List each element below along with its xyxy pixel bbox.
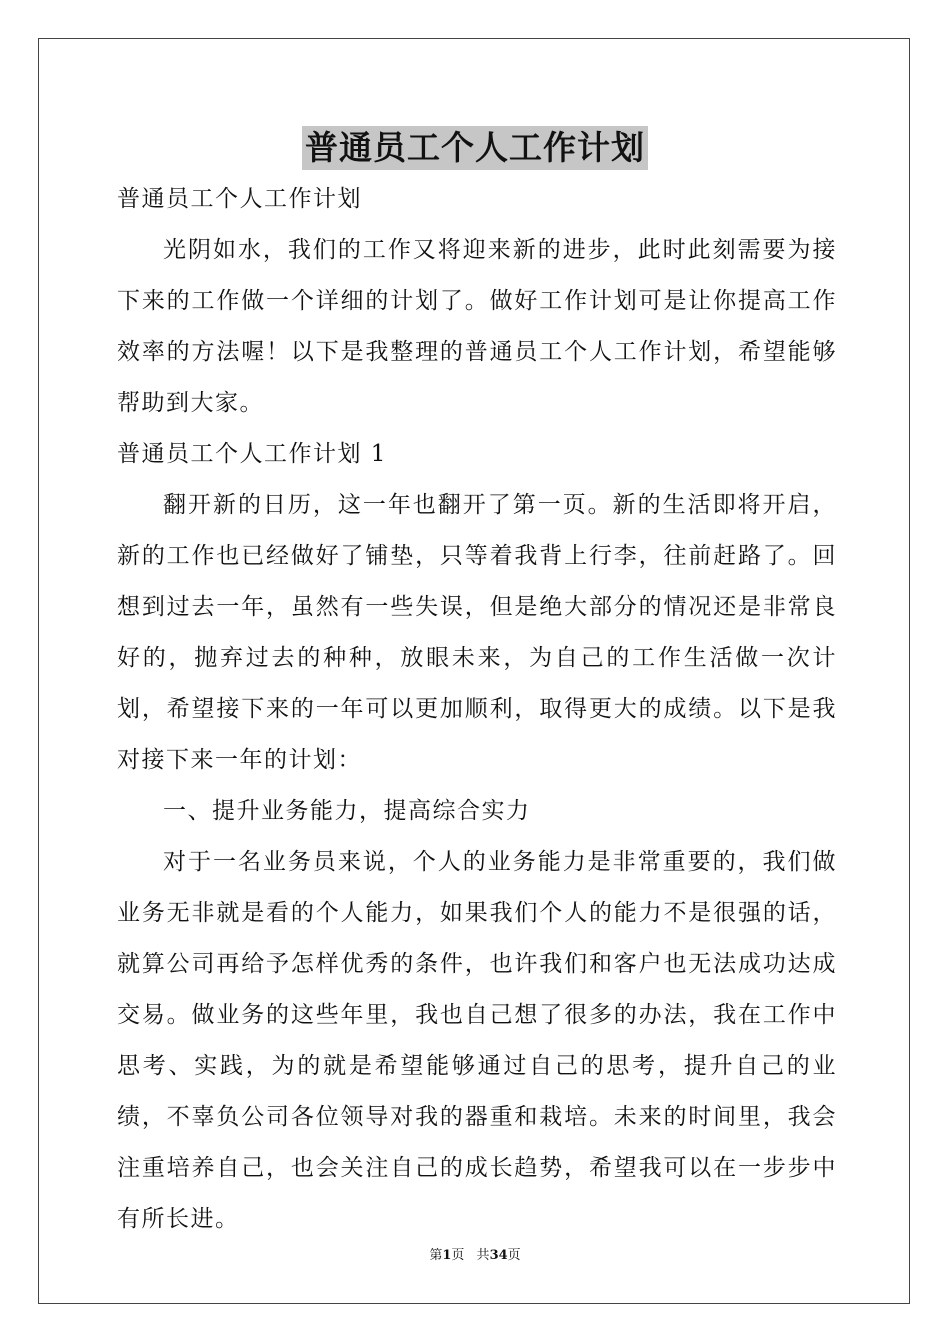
total-pages: 34 — [489, 1248, 508, 1263]
document-subtitle: 普通员工个人工作计划 — [117, 186, 362, 212]
body-paragraph-1: 翻开新的日历，这一年也翻开了第一页。新的生活即将开启，新的工作也已经做好了铺垫，只等着我背上行李，往前赶路了。回想到过去一年，虽然有一些失误，但是绝大部分的情况还是非常良好的，抛弃过去的种种，放眼未来，为自己的工作生活做一次计划，希望接下来的一年可以更加顺利，取得更大的成绩。以下是我对接下来一年的计划： — [117, 492, 837, 773]
title-container — [0, 126, 950, 170]
body-paragraph-2: 对于一名业务员来说，个人的业务能力是非常重要的，我们做业务无非就是看的个人能力，如果我们个人的能力不是很强的话，就算公司再给予怎样优秀的条件，也许我们和客户也无法成功达成交易。做业务的这些年里，我也自己想了很多的办法，我在工作中思考、实践，为的就是希望能够通过自己的思考，提升自己的业绩，不辜负公司各位领导对我的器重和栽培。未来的时间里，我会注重培养自己，也会关注自己的成长趋势，希望我可以在一步步中有所长进。 — [117, 849, 837, 1232]
total-prefix: 共 — [476, 1248, 490, 1263]
page-prefix: 第 — [429, 1248, 443, 1263]
document-body — [117, 174, 837, 1245]
document-title: 普通员工个人工作计划 — [302, 126, 648, 170]
total-suffix: 页 — [507, 1248, 521, 1263]
intro-paragraph: 光阴如水，我们的工作又将迎来新的进步，此时此刻需要为接下来的工作做一个详细的计划了。做好工作计划可是让你提高工作效率的方法喔！以下是我整理的普通员工个人工作计划，希望能够帮助到大家。 — [117, 237, 837, 416]
point-heading: 一、提升业务能力，提高综合实力 — [163, 798, 531, 824]
total-indicator — [477, 1248, 521, 1263]
page-footer — [0, 1244, 950, 1263]
page-suffix: 页 — [451, 1248, 465, 1263]
section-heading: 普通员工个人工作计划 1 — [117, 441, 387, 467]
page-indicator — [429, 1248, 464, 1263]
page-number: 1 — [442, 1248, 452, 1263]
